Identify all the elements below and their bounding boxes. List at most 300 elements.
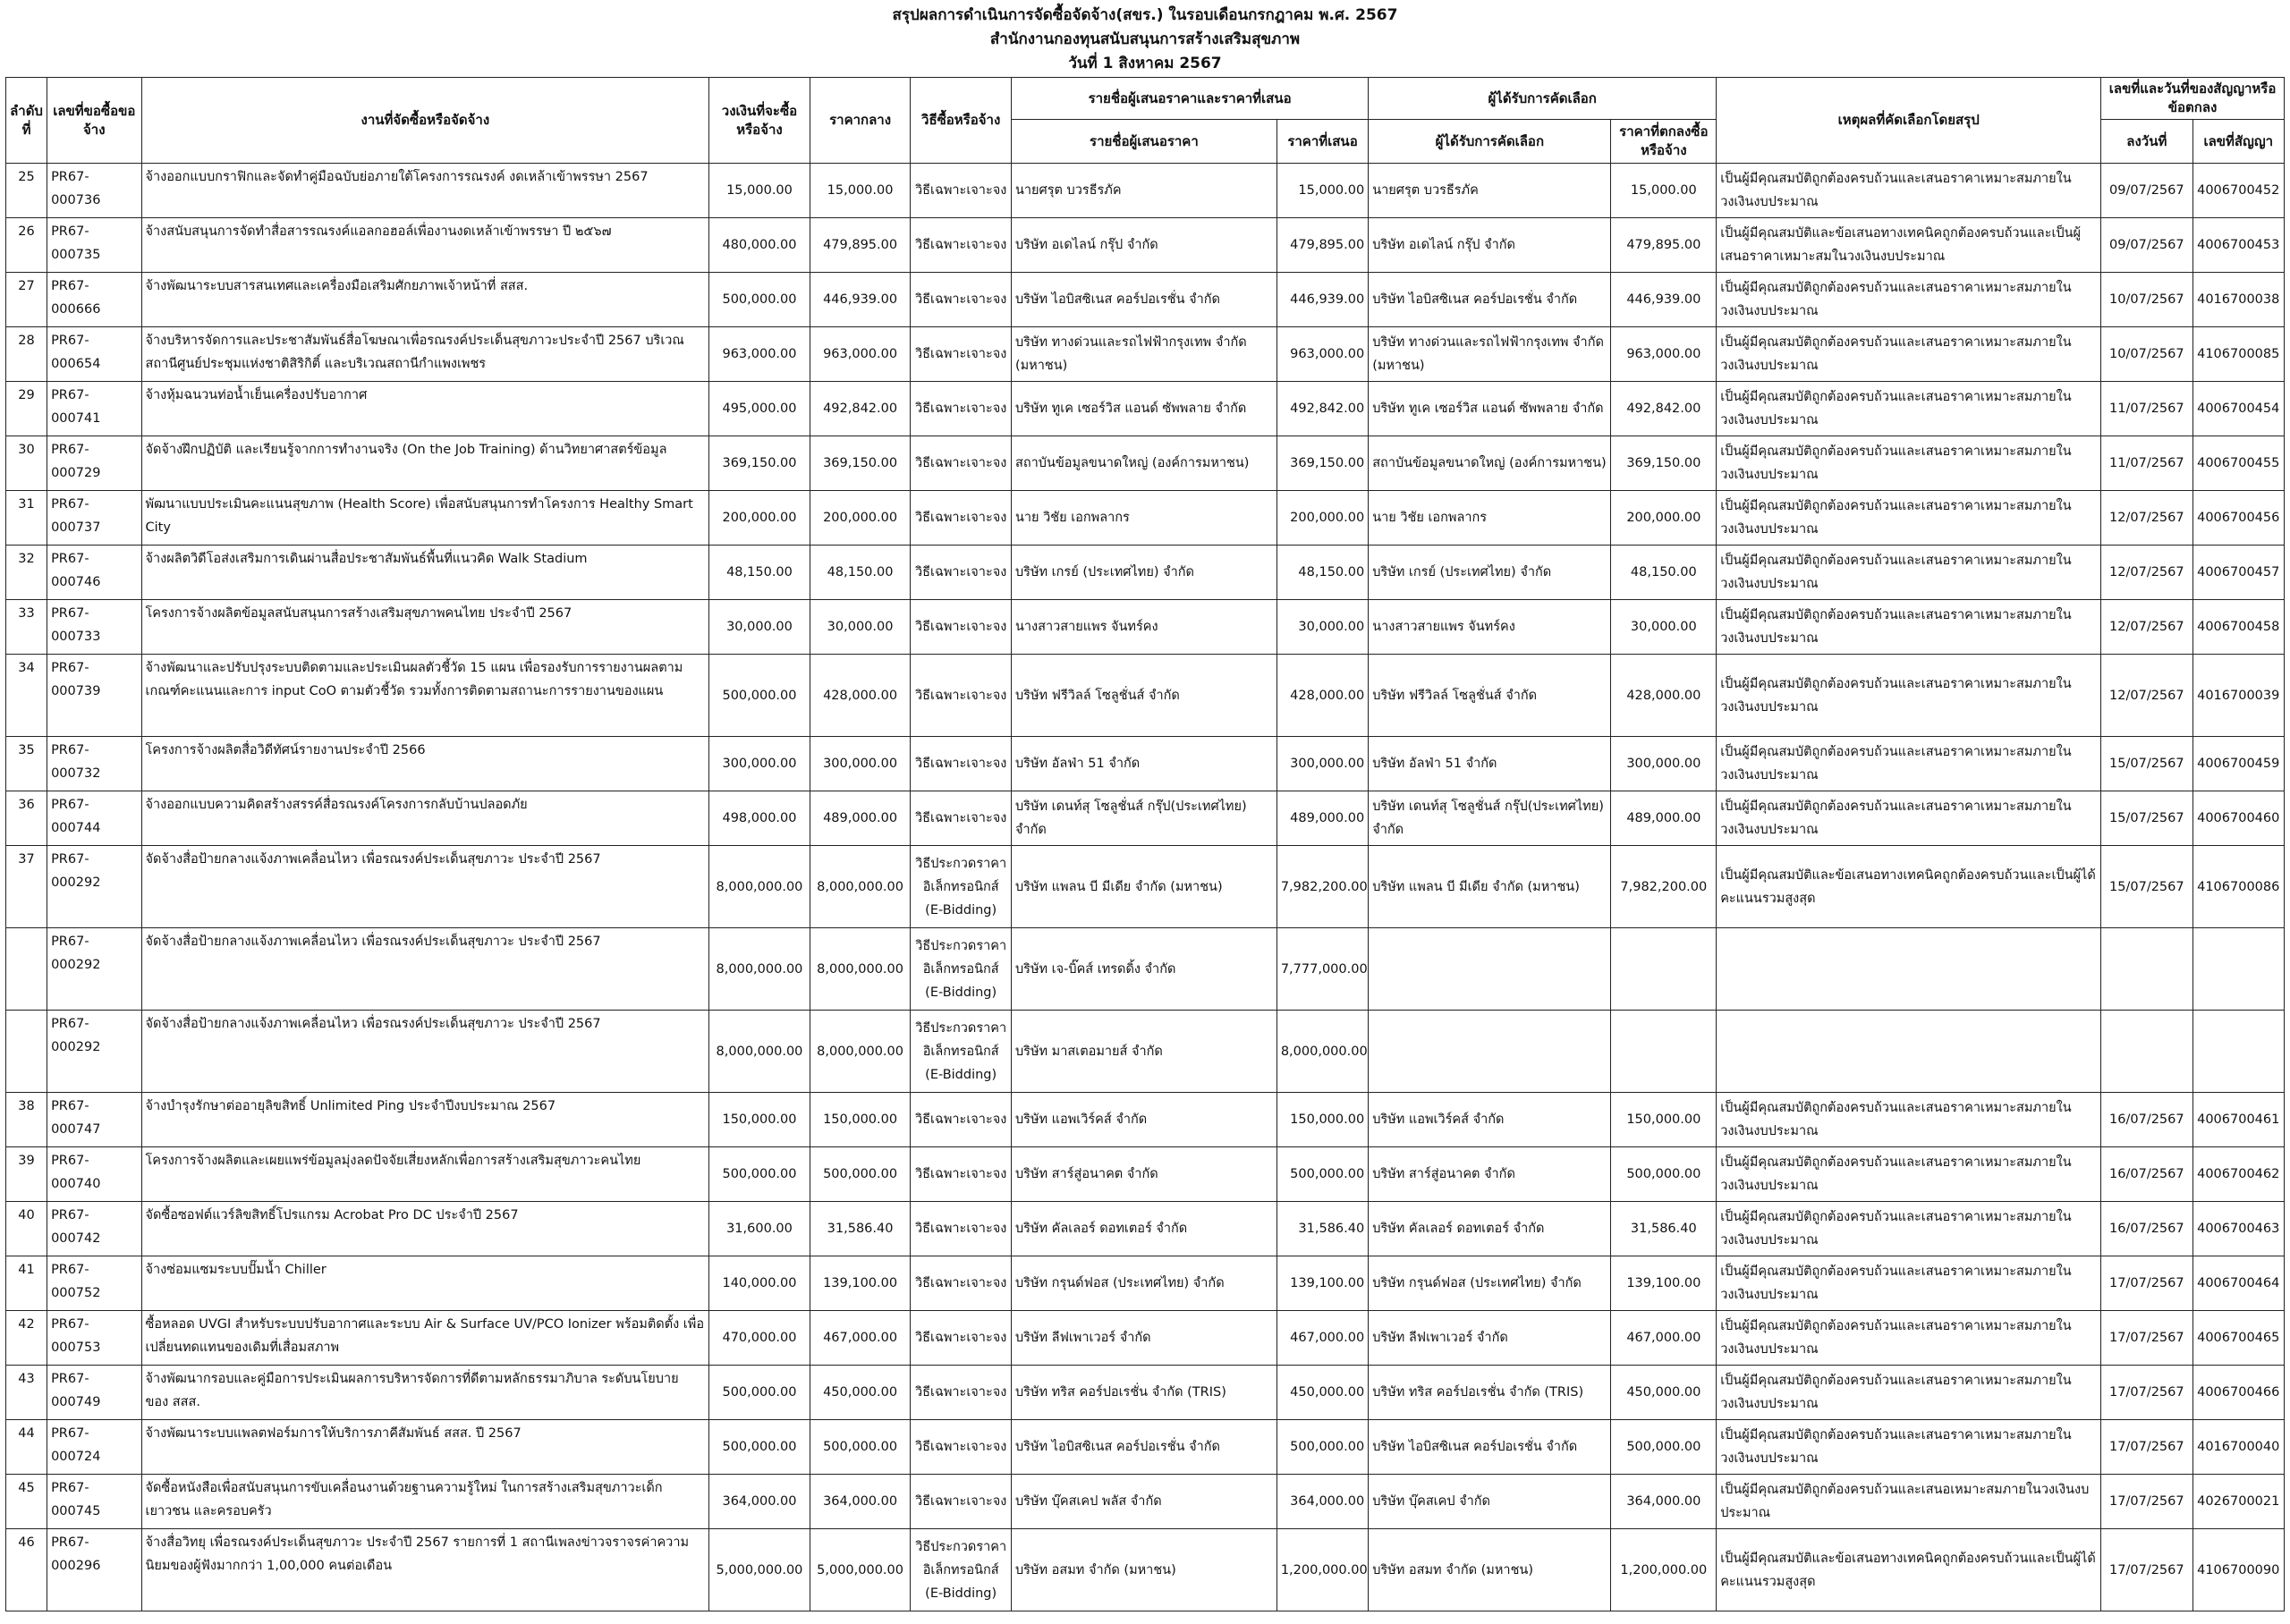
cell-pr-number: PR67-000737 (47, 491, 141, 546)
table-row (6, 846, 2285, 928)
cell-agreed-price: 200,000.00 (1611, 491, 1717, 546)
cell-task: จ้างสนับสนุนการจัดทำสื่อสารรณรงค์แอลกอฮอล์เพื่องานงดเหล้าเข้าพรรษา ปี ๒๕๖๗ (141, 218, 709, 273)
table-row (6, 1311, 2285, 1366)
cell-method: วิธีประกวดราคาอิเล็กทรอนิกส์ (E-Bidding) (911, 928, 1012, 1011)
cell-median-price: 446,939.00 (810, 273, 911, 327)
cell-winner-name: บริษัท คัลเลอร์ ดอทเตอร์ จำกัด (1369, 1202, 1611, 1256)
cell-bid-price: 7,777,000.00 (1276, 928, 1368, 1011)
table-row (6, 600, 2285, 655)
cell-bid-price: 489,000.00 (1276, 791, 1368, 846)
cell-budget: 498,000.00 (709, 791, 810, 846)
cell-bidder-name: บริษัท แอพเวิร์คส์ จำกัด (1011, 1093, 1276, 1147)
cell-contract-number: 4026700021 (2192, 1475, 2285, 1529)
cell-winner-name: บริษัท ฟรีวิลล์ โซลูชั่นส์ จำกัด (1369, 655, 1611, 737)
cell-reason (1717, 928, 2101, 1011)
cell-bid-price: 7,982,200.00 (1276, 846, 1368, 928)
cell-contract-number: 4006700458 (2192, 600, 2285, 655)
cell-budget: 8,000,000.00 (709, 1011, 810, 1093)
cell-no (6, 1011, 47, 1093)
table-row (6, 1093, 2285, 1147)
cell-budget: 500,000.00 (709, 1366, 810, 1420)
cell-reason: เป็นผู้มีคุณสมบัติถูกต้องครบถ้วนและเสนอราคาเหมาะสมภายในวงเงินงบประมาณ (1717, 273, 2101, 327)
cell-bid-price: 492,842.00 (1276, 382, 1368, 436)
table-row (6, 791, 2285, 846)
cell-method: วิธีประกวดราคาอิเล็กทรอนิกส์ (E-Bidding) (911, 1529, 1012, 1611)
cell-bid-price: 200,000.00 (1276, 491, 1368, 546)
cell-pr-number: PR67-000736 (47, 164, 141, 218)
table-body (6, 164, 2285, 1611)
cell-task: จ้างพัฒนาระบบแพลตฟอร์มการให้บริการภาคีสัมพันธ์ สสส. ปี 2567 (141, 1420, 709, 1475)
cell-bidder-name: บริษัท ฟรีวิลล์ โซลูชั่นส์ จำกัด (1011, 655, 1276, 737)
header-bidder-name: รายชื่อผู้เสนอราคา (1011, 120, 1276, 164)
table-row (6, 327, 2285, 382)
cell-bidder-name: บริษัท แพลน บี มีเดีย จำกัด (มหาชน) (1011, 846, 1276, 928)
header-reason: เหตุผลที่คัดเลือกโดยสรุป (1717, 78, 2101, 164)
cell-method: วิธีเฉพาะเจาะจง (911, 1147, 1012, 1202)
cell-no: 38 (6, 1093, 47, 1147)
cell-winner-name: บริษัท กรุนด์ฟอส (ประเทศไทย) จำกัด (1369, 1256, 1611, 1311)
cell-budget: 364,000.00 (709, 1475, 810, 1529)
table-row (6, 737, 2285, 791)
cell-reason: เป็นผู้มีคุณสมบัติถูกต้องครบถ้วนและเสนอราคาเหมาะสมภายในวงเงินงบประมาณ (1717, 1311, 2101, 1366)
cell-contract-date: 09/07/2567 (2101, 218, 2192, 273)
table-row (6, 1011, 2285, 1093)
cell-method: วิธีเฉพาะเจาะจง (911, 1475, 1012, 1529)
table-row (6, 655, 2285, 737)
header-winner-group: ผู้ได้รับการคัดเลือก (1369, 78, 1717, 120)
cell-median-price: 150,000.00 (810, 1093, 911, 1147)
cell-budget: 369,150.00 (709, 436, 810, 491)
cell-agreed-price: 479,895.00 (1611, 218, 1717, 273)
cell-contract-number: 4016700040 (2192, 1420, 2285, 1475)
cell-bidder-name: นายศรุต บวรธีรภัค (1011, 164, 1276, 218)
cell-reason: เป็นผู้มีคุณสมบัติถูกต้องครบถ้วนและเสนอราคาเหมาะสมภายในวงเงินงบประมาณ (1717, 1256, 2101, 1311)
cell-reason: เป็นผู้มีคุณสมบัติถูกต้องครบถ้วนและเสนอราคาเหมาะสมภายในวงเงินงบประมาณ (1717, 600, 2101, 655)
cell-bidder-name: สถาบันข้อมูลขนาดใหญ่ (องค์การมหาชน) (1011, 436, 1276, 491)
cell-method: วิธีเฉพาะเจาะจง (911, 546, 1012, 600)
cell-winner-name (1369, 1011, 1611, 1093)
cell-bid-price: 150,000.00 (1276, 1093, 1368, 1147)
table-row (6, 1529, 2285, 1611)
cell-pr-number: PR67-000749 (47, 1366, 141, 1420)
cell-budget: 5,000,000.00 (709, 1529, 810, 1611)
cell-bid-price: 364,000.00 (1276, 1475, 1368, 1529)
cell-pr-number: PR67-000742 (47, 1202, 141, 1256)
cell-median-price: 467,000.00 (810, 1311, 911, 1366)
cell-task: พัฒนาแบบประเมินคะแนนสุขภาพ (Health Score) เพื่อสนับสนุนการทำโครงการ Healthy Smart City (141, 491, 709, 546)
cell-median-price: 8,000,000.00 (810, 928, 911, 1011)
cell-bid-price: 31,586.40 (1276, 1202, 1368, 1256)
cell-no: 37 (6, 846, 47, 928)
cell-contract-number: 4006700461 (2192, 1093, 2285, 1147)
cell-agreed-price: 300,000.00 (1611, 737, 1717, 791)
cell-budget: 30,000.00 (709, 600, 810, 655)
cell-median-price: 5,000,000.00 (810, 1529, 911, 1611)
cell-task: จ้างพัฒนาระบบสารสนเทศและเครื่องมือเสริมศักยภาพเจ้าหน้าที่ สสส. (141, 273, 709, 327)
cell-winner-name: นางสาวสายแพร จันทร์คง (1369, 600, 1611, 655)
cell-method: วิธีเฉพาะเจาะจง (911, 600, 1012, 655)
table-row (6, 436, 2285, 491)
table-row (6, 273, 2285, 327)
cell-median-price: 450,000.00 (810, 1366, 911, 1420)
cell-winner-name (1369, 928, 1611, 1011)
cell-pr-number: PR67-000744 (47, 791, 141, 846)
cell-bid-price: 300,000.00 (1276, 737, 1368, 791)
cell-bid-price: 139,100.00 (1276, 1256, 1368, 1311)
cell-winner-name: บริษัท ไอบิสซิเนส คอร์ปอเรชั่น จำกัด (1369, 1420, 1611, 1475)
cell-agreed-price: 446,939.00 (1611, 273, 1717, 327)
cell-task: จ้างหุ้มฉนวนท่อน้ำเย็นเครื่องปรับอากาศ (141, 382, 709, 436)
cell-agreed-price: 428,000.00 (1611, 655, 1717, 737)
cell-winner-name: บริษัท ทูเค เซอร์วิส แอนด์ ซัพพลาย จำกัด (1369, 382, 1611, 436)
cell-method: วิธีประกวดราคาอิเล็กทรอนิกส์ (E-Bidding) (911, 846, 1012, 928)
cell-budget: 495,000.00 (709, 382, 810, 436)
cell-no: 41 (6, 1256, 47, 1311)
cell-bidder-name: บริษัท ไอบิสซิเนส คอร์ปอเรชั่น จำกัด (1011, 1420, 1276, 1475)
cell-contract-number: 4006700464 (2192, 1256, 2285, 1311)
cell-pr-number: PR67-000292 (47, 846, 141, 928)
cell-budget: 500,000.00 (709, 655, 810, 737)
cell-median-price: 489,000.00 (810, 791, 911, 846)
cell-bidder-name: บริษัท ทางด่วนและรถไฟฟ้ากรุงเทพ จำกัด (มหาชน) (1011, 327, 1276, 382)
cell-reason: เป็นผู้มีคุณสมบัติถูกต้องครบถ้วนและเสนอราคาเหมาะสมภายในวงเงินงบประมาณ (1717, 655, 2101, 737)
cell-pr-number: PR67-000654 (47, 327, 141, 382)
cell-winner-name: บริษัท แพลน บี มีเดีย จำกัด (มหาชน) (1369, 846, 1611, 928)
cell-contract-date: 11/07/2567 (2101, 436, 2192, 491)
cell-contract-date: 16/07/2567 (2101, 1093, 2192, 1147)
cell-contract-date: 12/07/2567 (2101, 655, 2192, 737)
table-row (6, 382, 2285, 436)
cell-median-price: 31,586.40 (810, 1202, 911, 1256)
cell-pr-number: PR67-000733 (47, 600, 141, 655)
cell-contract-number: 4006700459 (2192, 737, 2285, 791)
cell-agreed-price: 7,982,200.00 (1611, 846, 1717, 928)
cell-no: 28 (6, 327, 47, 382)
cell-budget: 15,000.00 (709, 164, 810, 218)
table-row (6, 218, 2285, 273)
cell-budget: 470,000.00 (709, 1311, 810, 1366)
cell-pr-number: PR67-000292 (47, 1011, 141, 1093)
cell-winner-name: บริษัท บุ๊คสเคป จำกัด (1369, 1475, 1611, 1529)
cell-contract-date: 17/07/2567 (2101, 1256, 2192, 1311)
cell-agreed-price: 963,000.00 (1611, 327, 1717, 382)
cell-bidder-name: นางสาวสายแพร จันทร์คง (1011, 600, 1276, 655)
cell-bid-price: 1,200,000.00 (1276, 1529, 1368, 1611)
cell-median-price: 500,000.00 (810, 1147, 911, 1202)
cell-contract-number: 4016700038 (2192, 273, 2285, 327)
cell-reason: เป็นผู้มีคุณสมบัติถูกต้องครบถ้วนและเสนอราคาเหมาะสมภายในวงเงินงบประมาณ (1717, 1366, 2101, 1420)
cell-median-price: 48,150.00 (810, 546, 911, 600)
cell-agreed-price: 467,000.00 (1611, 1311, 1717, 1366)
header-bid-price: ราคาที่เสนอ (1276, 120, 1368, 164)
cell-contract-date: 11/07/2567 (2101, 382, 2192, 436)
header-no: ลำดับที่ (6, 78, 47, 164)
cell-no: 33 (6, 600, 47, 655)
cell-winner-name: บริษัท เดนท์สุ โซลูชั่นส์ กรุ๊ป(ประเทศไทย) จำกัด (1369, 791, 1611, 846)
cell-budget: 480,000.00 (709, 218, 810, 273)
cell-method: วิธีเฉพาะเจาะจง (911, 1202, 1012, 1256)
cell-bid-price: 369,150.00 (1276, 436, 1368, 491)
cell-pr-number: PR67-000735 (47, 218, 141, 273)
cell-bidder-name: บริษัท เดนท์สุ โซลูชั่นส์ กรุ๊ป(ประเทศไทย) จำกัด (1011, 791, 1276, 846)
cell-contract-date: 10/07/2567 (2101, 273, 2192, 327)
cell-task: โครงการจ้างผลิตข้อมูลสนับสนุนการสร้างเสริมสุขภาพคนไทย ประจำปี 2567 (141, 600, 709, 655)
cell-median-price: 15,000.00 (810, 164, 911, 218)
cell-task: จัดซื้อหนังสือเพื่อสนับสนุนการขับเคลื่อนงานด้วยฐานความรู้ใหม่ ในการสร้างเสริมสุขภาวะเด็ก เยาวชน และครอบครัว (141, 1475, 709, 1529)
cell-no: 31 (6, 491, 47, 546)
cell-reason: เป็นผู้มีคุณสมบัติถูกต้องครบถ้วนและเสนอราคาเหมาะสมภายในวงเงินงบประมาณ (1717, 1202, 2101, 1256)
cell-contract-date (2101, 1011, 2192, 1093)
cell-reason: เป็นผู้มีคุณสมบัติถูกต้องครบถ้วนและเสนอราคาเหมาะสมภายในวงเงินงบประมาณ (1717, 1147, 2101, 1202)
cell-pr-number: PR67-000741 (47, 382, 141, 436)
table-row (6, 164, 2285, 218)
cell-bidder-name: บริษัท เจ-บิ๊คส์ เทรดดิ้ง จำกัด (1011, 928, 1276, 1011)
header-pr-number: เลขที่ขอซื้อขอจ้าง (47, 78, 141, 164)
cell-task: จ้างซ่อมแซมระบบปั๊มน้ำ Chiller (141, 1256, 709, 1311)
cell-pr-number: PR67-000732 (47, 737, 141, 791)
cell-no: 42 (6, 1311, 47, 1366)
table-row (6, 1475, 2285, 1529)
cell-agreed-price: 489,000.00 (1611, 791, 1717, 846)
report-date: วันที่ 1 สิงหาคม 2567 (1068, 55, 1222, 72)
header-contract-date: ลงวันที่ (2101, 120, 2192, 164)
cell-contract-number (2192, 1011, 2285, 1093)
cell-contract-number (2192, 928, 2285, 1011)
cell-bid-price: 428,000.00 (1276, 655, 1368, 737)
cell-task: จ้างออกแบบกราฟิกและจัดทำคู่มือฉบับย่อภายใต้โครงการรณรงค์ งดเหล้าเข้าพรรษา 2567 (141, 164, 709, 218)
cell-contract-number: 4006700460 (2192, 791, 2285, 846)
cell-median-price: 428,000.00 (810, 655, 911, 737)
cell-no: 26 (6, 218, 47, 273)
cell-winner-name: บริษัท ไอบิสซิเนส คอร์ปอเรชั่น จำกัด (1369, 273, 1611, 327)
header-contract-number: เลขที่สัญญา (2192, 120, 2285, 164)
cell-pr-number: PR67-000753 (47, 1311, 141, 1366)
cell-contract-number: 4106700090 (2192, 1529, 2285, 1611)
cell-contract-number: 4016700039 (2192, 655, 2285, 737)
cell-bid-price: 963,000.00 (1276, 327, 1368, 382)
cell-contract-number: 4006700457 (2192, 546, 2285, 600)
cell-no: 36 (6, 791, 47, 846)
cell-agreed-price: 1,200,000.00 (1611, 1529, 1717, 1611)
cell-pr-number: PR67-000745 (47, 1475, 141, 1529)
cell-median-price: 8,000,000.00 (810, 1011, 911, 1093)
cell-budget: 300,000.00 (709, 737, 810, 791)
cell-no (6, 928, 47, 1011)
cell-bid-price: 30,000.00 (1276, 600, 1368, 655)
cell-agreed-price: 500,000.00 (1611, 1420, 1717, 1475)
cell-bidder-name: นาย วิชัย เอกพลากร (1011, 491, 1276, 546)
cell-pr-number: PR67-000752 (47, 1256, 141, 1311)
document-header (0, 0, 2290, 77)
cell-no: 35 (6, 737, 47, 791)
cell-no: 46 (6, 1529, 47, 1611)
cell-contract-number: 4006700454 (2192, 382, 2285, 436)
table-row (6, 1202, 2285, 1256)
cell-method: วิธีเฉพาะเจาะจง (911, 1420, 1012, 1475)
cell-median-price: 364,000.00 (810, 1475, 911, 1529)
table-row (6, 1420, 2285, 1475)
cell-bidder-name: บริษัท อัลฟ่า 51 จำกัด (1011, 737, 1276, 791)
cell-contract-date (2101, 928, 2192, 1011)
cell-reason (1717, 1011, 2101, 1093)
cell-reason: เป็นผู้มีคุณสมบัติถูกต้องครบถ้วนและเสนอราคาเหมาะสมภายในวงเงินงบประมาณ (1717, 491, 2101, 546)
cell-contract-date: 12/07/2567 (2101, 600, 2192, 655)
cell-agreed-price (1611, 928, 1717, 1011)
cell-contract-date: 10/07/2567 (2101, 327, 2192, 382)
cell-contract-number: 4006700456 (2192, 491, 2285, 546)
cell-bidder-name: บริษัท ทริส คอร์ปอเรชั่น จำกัด (TRIS) (1011, 1366, 1276, 1420)
cell-budget: 31,600.00 (709, 1202, 810, 1256)
cell-contract-number: 4106700086 (2192, 846, 2285, 928)
cell-median-price: 963,000.00 (810, 327, 911, 382)
document-title: สรุปผลการดำเนินการจัดซื้อจัดจ้าง(สขร.) ในรอบเดือนกรกฎาคม พ.ศ. 2567 (892, 6, 1398, 24)
cell-reason: เป็นผู้มีคุณสมบัติและข้อเสนอทางเทคนิคถูกต้องครบถ้วนและเป็นผู้เสนอราคาเหมาะสมในวงเงินงบประมาณ (1717, 218, 2101, 273)
cell-pr-number: PR67-000746 (47, 546, 141, 600)
cell-method: วิธีเฉพาะเจาะจง (911, 1256, 1012, 1311)
cell-bidder-name: บริษัท ทูเค เซอร์วิส แอนด์ ซัพพลาย จำกัด (1011, 382, 1276, 436)
agency-name: สำนักงานกองทุนสนับสนุนการสร้างเสริมสุขภาพ (989, 30, 1301, 48)
cell-reason: เป็นผู้มีคุณสมบัติถูกต้องครบถ้วนและเสนอราคาเหมาะสมภายในวงเงินงบประมาณ (1717, 327, 2101, 382)
cell-winner-name: บริษัท แอพเวิร์คส์ จำกัด (1369, 1093, 1611, 1147)
cell-method: วิธีเฉพาะเจาะจง (911, 1311, 1012, 1366)
cell-method: วิธีเฉพาะเจาะจง (911, 655, 1012, 737)
cell-bidder-name: บริษัท สาร์สู่อนาคต จำกัด (1011, 1147, 1276, 1202)
cell-reason: เป็นผู้มีคุณสมบัติถูกต้องครบถ้วนและเสนอราคาเหมาะสมภายในวงเงินงบประมาณ (1717, 382, 2101, 436)
cell-no: 34 (6, 655, 47, 737)
cell-contract-date: 15/07/2567 (2101, 846, 2192, 928)
cell-contract-date: 17/07/2567 (2101, 1311, 2192, 1366)
procurement-table (5, 77, 2285, 1611)
cell-budget: 200,000.00 (709, 491, 810, 546)
cell-contract-date: 15/07/2567 (2101, 791, 2192, 846)
table-row (6, 1147, 2285, 1202)
cell-median-price: 500,000.00 (810, 1420, 911, 1475)
cell-reason: เป็นผู้มีคุณสมบัติถูกต้องครบถ้วนและเสนอราคาเหมาะสมภายในวงเงินงบประมาณ (1717, 791, 2101, 846)
cell-method: วิธีเฉพาะเจาะจง (911, 164, 1012, 218)
cell-contract-number: 4006700466 (2192, 1366, 2285, 1420)
cell-reason: เป็นผู้มีคุณสมบัติถูกต้องครบถ้วนและเสนอราคาเหมาะสมภายในวงเงินงบประมาณ (1717, 1420, 2101, 1475)
cell-agreed-price: 48,150.00 (1611, 546, 1717, 600)
cell-bid-price: 446,939.00 (1276, 273, 1368, 327)
cell-budget: 140,000.00 (709, 1256, 810, 1311)
cell-contract-date: 17/07/2567 (2101, 1475, 2192, 1529)
cell-no: 43 (6, 1366, 47, 1420)
table-row (6, 491, 2285, 546)
header-median-price: ราคากลาง (810, 78, 911, 164)
cell-reason: เป็นผู้มีคุณสมบัติถูกต้องครบถ้วนและเสนอราคาเหมาะสมภายในวงเงินงบประมาณ (1717, 436, 2101, 491)
cell-pr-number: PR67-000729 (47, 436, 141, 491)
cell-winner-name: บริษัท สาร์สู่อนาคต จำกัด (1369, 1147, 1611, 1202)
cell-pr-number: PR67-000666 (47, 273, 141, 327)
cell-contract-number: 4006700455 (2192, 436, 2285, 491)
cell-bid-price: 479,895.00 (1276, 218, 1368, 273)
cell-winner-name: นายศรุต บวรธีรภัค (1369, 164, 1611, 218)
cell-no: 44 (6, 1420, 47, 1475)
cell-bidder-name: บริษัท อสมท จำกัด (มหาชน) (1011, 1529, 1276, 1611)
cell-contract-number: 4006700463 (2192, 1202, 2285, 1256)
cell-reason: เป็นผู้มีคุณสมบัติถูกต้องครบถ้วนและเสนอราคาเหมาะสมภายในวงเงินงบประมาณ (1717, 737, 2101, 791)
cell-agreed-price: 30,000.00 (1611, 600, 1717, 655)
cell-agreed-price: 31,586.40 (1611, 1202, 1717, 1256)
cell-agreed-price: 369,150.00 (1611, 436, 1717, 491)
cell-method: วิธีเฉพาะเจาะจง (911, 737, 1012, 791)
cell-no: 32 (6, 546, 47, 600)
cell-bid-price: 467,000.00 (1276, 1311, 1368, 1366)
cell-median-price: 492,842.00 (810, 382, 911, 436)
cell-budget: 500,000.00 (709, 273, 810, 327)
cell-pr-number: PR67-000724 (47, 1420, 141, 1475)
cell-bidder-name: บริษัท อเดไลน์ กรุ๊ป จำกัด (1011, 218, 1276, 273)
cell-median-price: 8,000,000.00 (810, 846, 911, 928)
table-header (6, 78, 2285, 164)
cell-contract-number: 4106700085 (2192, 327, 2285, 382)
cell-no: 25 (6, 164, 47, 218)
cell-contract-date: 17/07/2567 (2101, 1529, 2192, 1611)
cell-bid-price: 500,000.00 (1276, 1420, 1368, 1475)
cell-task: จัดจ้างฝึกปฏิบัติ และเรียนรู้จากการทำงานจริง (On the Job Training) ด้านวิทยาศาสตร์ข้อมูล (141, 436, 709, 491)
table-row (6, 1256, 2285, 1311)
cell-winner-name: บริษัท อสมท จำกัด (มหาชน) (1369, 1529, 1611, 1611)
cell-task: จ้างสื่อวิทยุ เพื่อรณรงค์ประเด็นสุขภาวะ ประจำปี 2567 รายการที่ 1 สถานีเพลงข่าวจราจรค่าความนิยมของผู้ฟังมากกว่า 1,00,000 คนต่อเดือน (141, 1529, 709, 1611)
cell-bid-price: 15,000.00 (1276, 164, 1368, 218)
cell-median-price: 30,000.00 (810, 600, 911, 655)
cell-budget: 963,000.00 (709, 327, 810, 382)
cell-reason: เป็นผู้มีคุณสมบัติถูกต้องครบถ้วนและเสนอราคาเหมาะสมภายในวงเงินงบประมาณ (1717, 164, 2101, 218)
cell-contract-date: 09/07/2567 (2101, 164, 2192, 218)
cell-pr-number: PR67-000740 (47, 1147, 141, 1202)
cell-budget: 8,000,000.00 (709, 846, 810, 928)
cell-winner-name: บริษัท ทริส คอร์ปอเรชั่น จำกัด (TRIS) (1369, 1366, 1611, 1420)
cell-task: จ้างผลิตวิดีโอส่งเสริมการเดินผ่านสื่อประชาสัมพันธ์พื้นที่แนวคิด Walk Stadium (141, 546, 709, 600)
cell-task: จัดจ้างสื่อป้ายกลางแจ้งภาพเคลื่อนไหว เพื่อรณรงค์ประเด็นสุขภาวะ ประจำปี 2567 (141, 846, 709, 928)
header-task: งานที่จัดซื้อหรือจัดจ้าง (141, 78, 709, 164)
cell-task: โครงการจ้างผลิตและเผยแพร่ข้อมูลมุ่งลดปัจจัยเสี่ยงหลักเพื่อการสร้างเสริมสุขภาวะคนไทย (141, 1147, 709, 1202)
cell-agreed-price (1611, 1011, 1717, 1093)
cell-method: วิธีเฉพาะเจาะจง (911, 791, 1012, 846)
cell-pr-number: PR67-000747 (47, 1093, 141, 1147)
cell-task: ซื้อหลอด UVGI สำหรับระบบปรับอากาศและระบบ Air & Surface UV/PCO Ionizer พร้อมติดตั้ง เพื่อเปลี่ยนทดแทนของเดิมที่เสื่อมสภาพ (141, 1311, 709, 1366)
cell-bidder-name: บริษัท ไอบิสซิเนส คอร์ปอเรชั่น จำกัด (1011, 273, 1276, 327)
cell-budget: 8,000,000.00 (709, 928, 810, 1011)
cell-winner-name: บริษัท ทางด่วนและรถไฟฟ้ากรุงเทพ จำกัด (มหาชน) (1369, 327, 1611, 382)
cell-no: 40 (6, 1202, 47, 1256)
cell-bidder-name: บริษัท กรุนด์ฟอส (ประเทศไทย) จำกัด (1011, 1256, 1276, 1311)
cell-task: โครงการจ้างผลิตสื่อวิดีทัศน์รายงานประจำปี 2566 (141, 737, 709, 791)
cell-contract-number: 4006700453 (2192, 218, 2285, 273)
cell-winner-name: นาย วิชัย เอกพลากร (1369, 491, 1611, 546)
cell-method: วิธีเฉพาะเจาะจง (911, 1093, 1012, 1147)
cell-pr-number: PR67-000296 (47, 1529, 141, 1611)
cell-method: วิธีเฉพาะเจาะจง (911, 327, 1012, 382)
cell-reason: เป็นผู้มีคุณสมบัติถูกต้องครบถ้วนและเสนอราคาเหมาะสมภายในวงเงินงบประมาณ (1717, 1093, 2101, 1147)
cell-no: 29 (6, 382, 47, 436)
cell-contract-date: 16/07/2567 (2101, 1202, 2192, 1256)
cell-no: 30 (6, 436, 47, 491)
cell-contract-date: 17/07/2567 (2101, 1420, 2192, 1475)
table-row (6, 928, 2285, 1011)
cell-reason: เป็นผู้มีคุณสมบัติถูกต้องครบถ้วนและเสนอเหมาะสมภายในวงเงินงบประมาณ (1717, 1475, 2101, 1529)
cell-no: 27 (6, 273, 47, 327)
cell-budget: 150,000.00 (709, 1093, 810, 1147)
cell-agreed-price: 492,842.00 (1611, 382, 1717, 436)
cell-bidder-name: บริษัท ลีฟเพาเวอร์ จำกัด (1011, 1311, 1276, 1366)
header-method: วิธีซื้อหรือจ้าง (911, 78, 1012, 164)
cell-contract-number: 4006700462 (2192, 1147, 2285, 1202)
cell-contract-number: 4006700452 (2192, 164, 2285, 218)
cell-winner-name: บริษัท ลีฟเพาเวอร์ จำกัด (1369, 1311, 1611, 1366)
cell-agreed-price: 150,000.00 (1611, 1093, 1717, 1147)
cell-budget: 48,150.00 (709, 546, 810, 600)
